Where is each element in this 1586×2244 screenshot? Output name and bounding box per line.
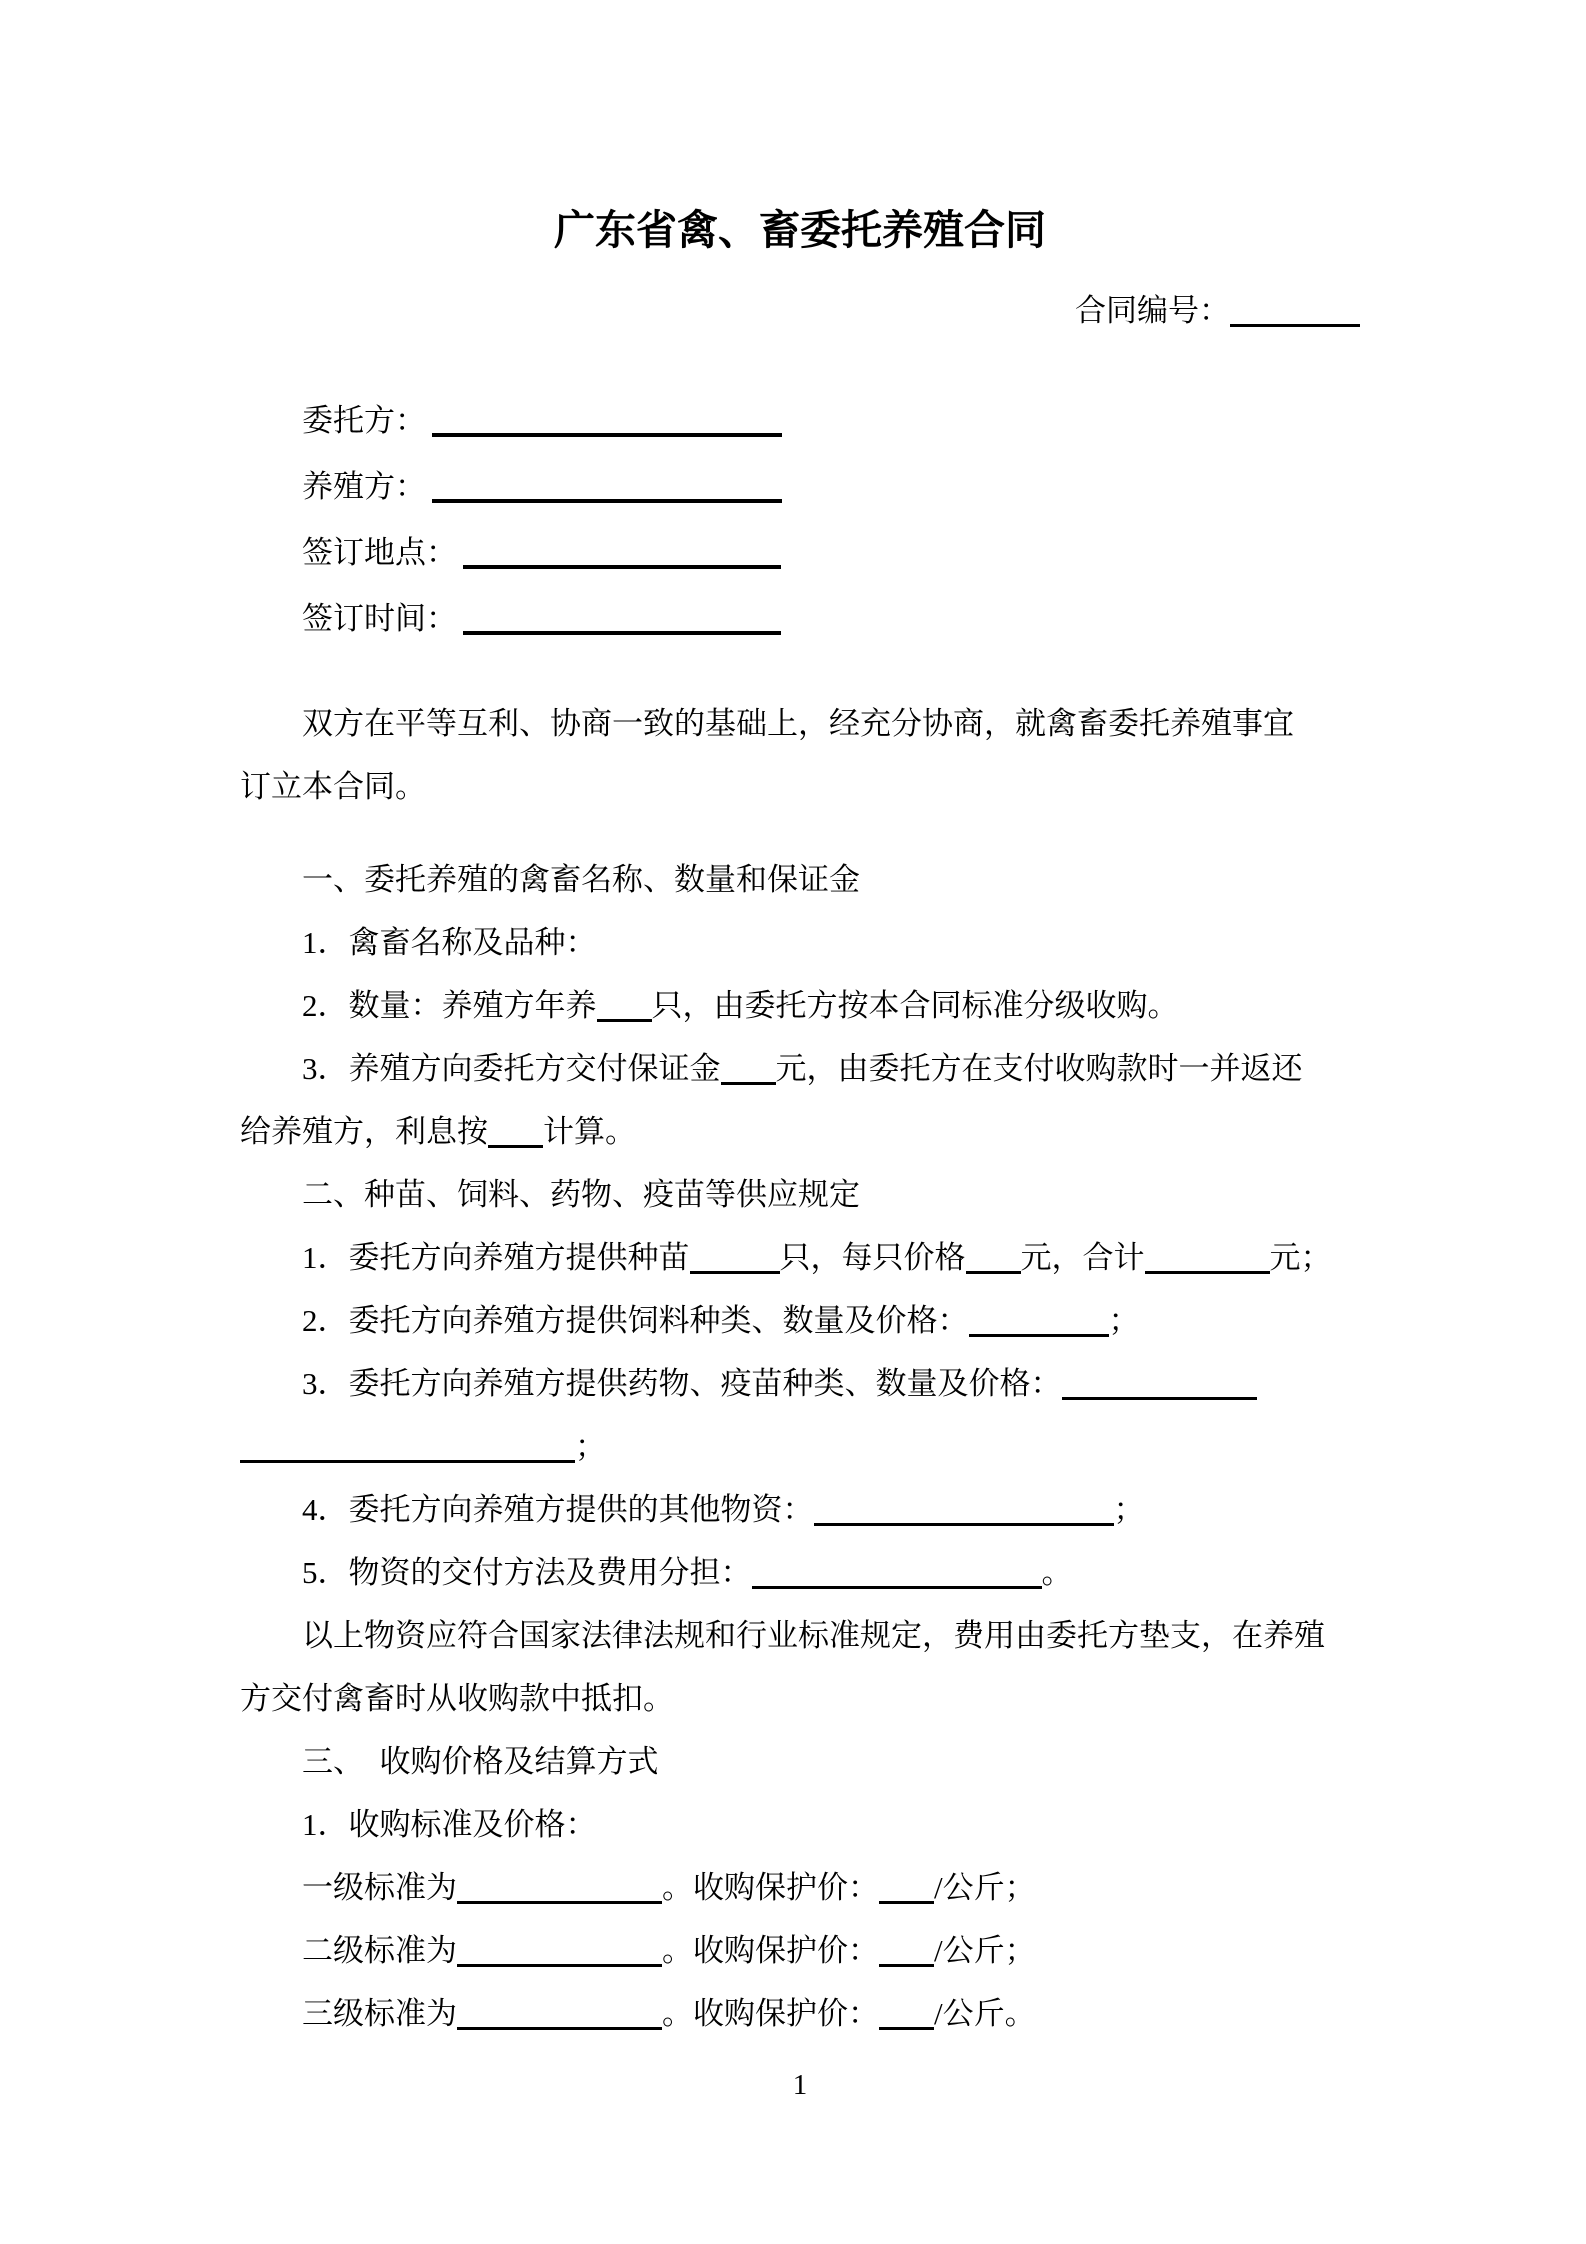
- field-label: 养殖方：: [302, 469, 426, 504]
- fill-in-blank: [1062, 1363, 1257, 1400]
- clause-text: 只，每只价格: [779, 1240, 966, 1275]
- clause-line: [240, 1352, 1360, 1415]
- clause-text: 。收购保护价：: [662, 1870, 879, 1905]
- clause-line: [240, 974, 1360, 1037]
- clause-line: [240, 692, 1360, 755]
- clause-text: 二、种苗、饲料、药物、疫苗等供应规定: [302, 1177, 860, 1212]
- clause-line: [240, 1289, 1360, 1352]
- clause-text: 1．禽畜名称及品种：: [302, 925, 597, 960]
- clause-line: [240, 1415, 1360, 1478]
- contract-number-label: 合同编号：: [1075, 293, 1230, 328]
- clause-text: ；: [1108, 1303, 1140, 1338]
- clause-text: 3．委托方向养殖方提供药物、疫苗种类、数量及价格：: [302, 1366, 1062, 1401]
- fill-in-blank: [597, 985, 652, 1022]
- clause-line: [240, 1730, 1360, 1793]
- clause-text: 双方在平等互利、协商一致的基础上，经充分协商，就禽畜委托养殖事宜: [302, 706, 1294, 741]
- fill-in-blank: [721, 1048, 776, 1085]
- field-blank: [463, 531, 781, 569]
- clause-text: /公斤。: [934, 1996, 1036, 2031]
- clause-line: [240, 848, 1360, 911]
- fill-in-blank: [488, 1111, 543, 1148]
- clause-line: [240, 1541, 1360, 1604]
- fill-in-blank: [690, 1237, 780, 1274]
- clause-text: 以上物资应符合国家法律法规和行业标准规定，费用由委托方垫支，在养殖: [302, 1618, 1325, 1653]
- clause-line: [240, 1037, 1360, 1100]
- clause-line: [240, 1793, 1360, 1856]
- field-blank: [432, 399, 782, 437]
- field-blank: [432, 465, 782, 503]
- fill-in-blank: [240, 1426, 575, 1463]
- clause-text: 1．委托方向养殖方提供种苗: [302, 1240, 690, 1275]
- clause-text: 一级标准为: [302, 1870, 457, 1905]
- clause-line: [240, 1478, 1360, 1541]
- field-label: 签订时间：: [302, 601, 457, 636]
- fill-in-blank: [879, 1867, 934, 1904]
- fill-in-blank: [457, 1930, 662, 1967]
- clause-text: ；: [575, 1429, 606, 1464]
- clause-text: 计算。: [543, 1114, 636, 1149]
- clause-text: 4．委托方向养殖方提供的其他物资：: [302, 1492, 814, 1527]
- clause-text: /公斤；: [934, 1933, 1036, 1968]
- clause-line: [240, 1856, 1360, 1919]
- clause-text: 2．委托方向养殖方提供饲料种类、数量及价格：: [302, 1303, 969, 1338]
- contract-number-blank: [1230, 290, 1360, 327]
- body-lines: [240, 692, 1360, 2045]
- clause-text: 三级标准为: [302, 1996, 457, 2031]
- contract-number-line: [240, 278, 1360, 343]
- clause-text: 元，由委托方在支付收购款时一并返还: [775, 1051, 1303, 1086]
- field-label: 委托方：: [302, 403, 426, 438]
- clause-line: [240, 911, 1360, 974]
- clause-text: 二级标准为: [302, 1933, 457, 1968]
- fill-in-blank: [752, 1552, 1042, 1589]
- clause-text: 。收购保护价：: [662, 1933, 879, 1968]
- fill-in-blank: [879, 1930, 934, 1967]
- clause-text: 只，由委托方按本合同标准分级收购。: [651, 988, 1179, 1023]
- fill-in-blank: [879, 1993, 934, 2030]
- clause-line: [240, 1982, 1360, 2045]
- field-line: [302, 454, 1360, 520]
- fill-in-blank: [457, 1993, 662, 2030]
- clause-line: [240, 755, 1360, 818]
- field-blank: [463, 597, 781, 635]
- fill-in-blank: [966, 1237, 1021, 1274]
- fill-in-blank: [1145, 1237, 1270, 1274]
- clause-line: [240, 1604, 1360, 1667]
- field-line: [302, 388, 1360, 454]
- page-number: 1: [792, 2069, 808, 2101]
- clause-text: /公斤；: [934, 1870, 1036, 1905]
- clause-text: 。: [1041, 1555, 1073, 1590]
- clause-text: 一、委托养殖的禽畜名称、数量和保证金: [302, 862, 860, 897]
- clause-text: 5．物资的交付方法及费用分担：: [302, 1555, 752, 1590]
- clause-line: [240, 1667, 1360, 1730]
- clause-text: 元，合计: [1020, 1240, 1145, 1275]
- field-line: [302, 520, 1360, 586]
- document-title: 广东省禽、畜委托养殖合同: [554, 207, 1046, 253]
- clause-text: 给养殖方，利息按: [240, 1114, 488, 1149]
- field-line: [302, 586, 1360, 652]
- clause-line: [240, 1919, 1360, 1982]
- clause-text: 。收购保护价：: [662, 1996, 879, 2031]
- clause-text: 3．养殖方向委托方交付保证金: [302, 1051, 721, 1086]
- clause-text: 订立本合同。: [240, 769, 426, 804]
- fill-in-blank: [457, 1867, 662, 1904]
- clause-text: 元；: [1269, 1240, 1332, 1275]
- clause-text: 三、 收购价格及结算方式: [302, 1744, 659, 1779]
- fill-in-blank: [969, 1300, 1109, 1337]
- clause-line: [240, 1100, 1360, 1163]
- clause-text: ；: [1113, 1492, 1145, 1527]
- clause-text: 方交付禽畜时从收购款中抵扣。: [240, 1681, 674, 1716]
- clause-text: 2．数量：养殖方年养: [302, 988, 597, 1023]
- field-label: 签订地点：: [302, 535, 457, 570]
- party-fields: [302, 388, 1360, 652]
- clause-line: [240, 1163, 1360, 1226]
- fill-in-blank: [814, 1489, 1114, 1526]
- clause-text: 1．收购标准及价格：: [302, 1807, 597, 1842]
- clause-line: [240, 1226, 1360, 1289]
